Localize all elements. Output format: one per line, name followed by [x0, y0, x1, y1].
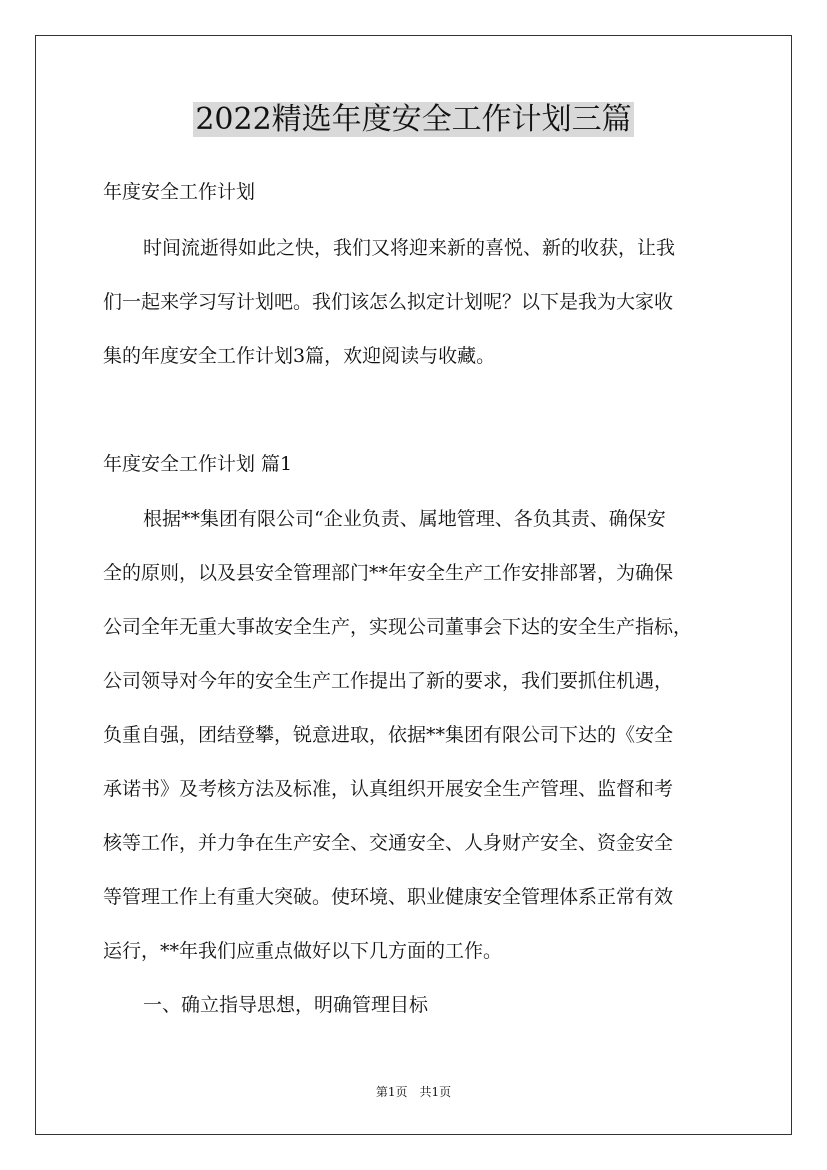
body-line-9: 运行，**年我们应重点做好以下几方面的工作。: [103, 940, 503, 962]
intro-line-3: 集的年度安全工作计划3篇，欢迎阅读与收藏。: [103, 345, 496, 367]
title-text: 2022精选年度安全工作计划三篇: [195, 102, 632, 137]
intro-line-2: 们一起来学习写计划吧。我们该怎么拟定计划呢？以下是我为大家收: [103, 291, 674, 313]
body-line-8: 等管理工作上有重大突破。使环境、职业健康安全管理体系正常有效: [103, 886, 674, 908]
body-line-5: 负重自强，团结登攀，锐意进取，依据**集团有限公司下达的《安全: [103, 724, 674, 746]
document-title: [0, 100, 827, 140]
body-line-1: 根据**集团有限公司“企业负责、属地管理、各负其责、确保安: [143, 508, 666, 530]
section-heading: 年度安全工作计划 篇1: [103, 453, 293, 475]
body-line-4: 公司领导对今年的安全生产工作提出了新的要求，我们要抓住机遇，: [103, 670, 674, 692]
body-line-7: 核等工作，并力争在生产安全、交通安全、人身财产安全、资金安全: [103, 832, 674, 854]
intro-line-1: 时间流逝得如此之快，我们又将迎来新的喜悦、新的收获，让我: [143, 237, 676, 259]
page-footer: 第1页 共1页: [375, 1085, 452, 1099]
subtitle: 年度安全工作计划: [103, 181, 256, 203]
body-line-2: 全的原则，以及县安全管理部门**年安全生产工作安排部署，为确保: [103, 562, 674, 584]
subheading: 一、确立指导思想，明确管理目标: [143, 994, 429, 1016]
body-line-3: 公司全年无重大事故安全生产，实现公司董事会下达的安全生产指标，: [103, 616, 693, 638]
body-line-6: 承诺书》及考核方法及标准，认真组织开展安全生产管理、监督和考: [103, 778, 674, 800]
